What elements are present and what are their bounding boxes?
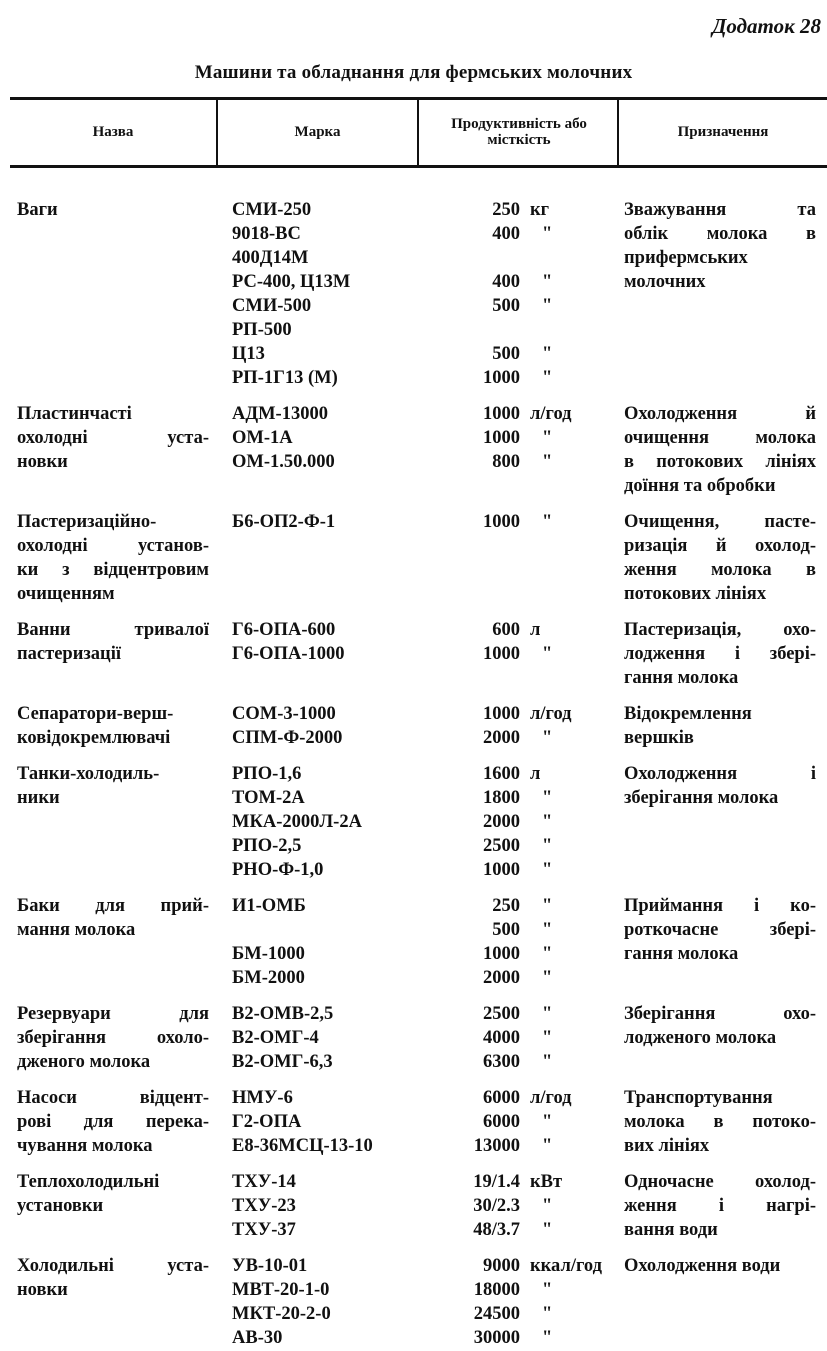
- model-list: [232, 1254, 432, 1350]
- capacity-cell: [442, 810, 622, 834]
- equipment-name: [17, 402, 209, 474]
- capacity-value: 24500: [473, 1304, 520, 1324]
- capacity-value: 6300: [483, 1052, 520, 1072]
- equipment-name-line: зберігання охоло-: [17, 1028, 209, 1048]
- purpose: [624, 702, 816, 750]
- equipment-name-line: Баки для прий-: [17, 896, 209, 916]
- capacity-unit: ": [542, 344, 553, 364]
- purpose-line: гання молока: [624, 668, 739, 688]
- purpose-line: доїння та обробки: [624, 476, 776, 496]
- table-title: Машини та обладнання для фермських молочних: [194, 62, 633, 83]
- purpose-line: лодженого молока: [624, 1028, 777, 1048]
- purpose-line: Транспортування: [624, 1088, 773, 1108]
- purpose-line: Охолодження і: [624, 764, 816, 784]
- capacity-list: [442, 510, 622, 534]
- purpose-line: вих лініях: [624, 1136, 710, 1156]
- capacity-cell: [442, 834, 622, 858]
- capacity-unit: ": [542, 1136, 553, 1156]
- capacity-unit: ": [542, 812, 553, 832]
- model-cell: НМУ-6: [232, 1088, 293, 1108]
- equipment-name-line: мання молока: [17, 920, 136, 940]
- equipment-name: [17, 1002, 209, 1074]
- equipment-name: [17, 198, 209, 222]
- capacity-cell: [442, 858, 622, 882]
- equipment-name-line: Холодильні уста-: [17, 1256, 209, 1276]
- capacity-cell: [442, 966, 622, 990]
- capacity-cell: [442, 510, 622, 534]
- model-cell: 9018-ВС: [232, 224, 301, 244]
- capacity-list: [442, 1002, 622, 1074]
- model-cell: МКА-2000Л-2А: [232, 812, 362, 832]
- purpose: [624, 1254, 816, 1278]
- capacity-value: 2000: [483, 968, 520, 988]
- purpose-line: Одночасне охолод-: [624, 1172, 816, 1192]
- model-cell: Ц13: [232, 344, 265, 364]
- capacity-cell: [442, 1170, 622, 1194]
- capacity-value: 2000: [483, 728, 520, 748]
- equipment-name-line: Резервуари для: [17, 1004, 209, 1024]
- capacity-unit: [520, 246, 530, 270]
- capacity-value: 9000: [483, 1256, 520, 1276]
- capacity-value: 19/1.4: [473, 1172, 520, 1192]
- capacity-value: 1000: [483, 368, 520, 388]
- purpose-line: молочних: [624, 272, 706, 292]
- capacity-unit: ": [542, 920, 553, 940]
- model-cell: В2-ОМГ-6,3: [232, 1052, 333, 1072]
- equipment-name-line: Пластинчасті: [17, 404, 132, 424]
- header-capacity: Продуктивність або місткість: [451, 116, 587, 148]
- capacity-value: 4000: [483, 1028, 520, 1048]
- capacity-unit: ": [542, 296, 553, 316]
- equipment-name-line: ковідокремлювачі: [17, 728, 171, 748]
- model-list: [232, 702, 432, 750]
- capacity-cell: [442, 270, 622, 294]
- model-list: [232, 762, 432, 882]
- capacity-cell: [442, 702, 622, 726]
- capacity-value: [442, 318, 520, 342]
- capacity-cell: [442, 1134, 622, 1158]
- equipment-name-line: дженого молока: [17, 1052, 151, 1072]
- capacity-unit: кВт: [530, 1172, 563, 1192]
- equipment-name: [17, 894, 209, 942]
- capacity-cell: [442, 246, 622, 270]
- capacity-cell: [442, 1026, 622, 1050]
- capacity-value: 6000: [483, 1088, 520, 1108]
- purpose-line: ження і нагрі-: [624, 1196, 816, 1216]
- capacity-cell: [442, 762, 622, 786]
- capacity-unit: ": [542, 1004, 553, 1024]
- model-list: [232, 1086, 432, 1158]
- capacity-cell: [442, 294, 622, 318]
- equipment-name-line: рові для перека-: [17, 1112, 209, 1132]
- model-cell: ТХУ-23: [232, 1196, 296, 1216]
- capacity-unit: л: [530, 620, 541, 640]
- capacity-unit: ": [542, 1304, 553, 1324]
- model-cell: [232, 918, 432, 942]
- capacity-cell: [442, 1194, 622, 1218]
- purpose-line: гання молока: [624, 944, 739, 964]
- purpose: [624, 198, 816, 294]
- capacity-list: [442, 894, 622, 990]
- model-cell: ОМ-1.50.000: [232, 452, 335, 472]
- capacity-value: 2500: [483, 1004, 520, 1024]
- capacity-list: [442, 702, 622, 750]
- purpose-line: прифермських: [624, 248, 748, 268]
- column-divider: [417, 99, 419, 166]
- capacity-unit: ": [542, 512, 553, 532]
- capacity-unit: ": [542, 1052, 553, 1072]
- capacity-value: 600: [492, 620, 520, 640]
- capacity-cell: [442, 894, 622, 918]
- equipment-name-line: чування молока: [17, 1136, 153, 1156]
- equipment-name-line: охолодні уста-: [17, 428, 209, 448]
- capacity-value: 500: [492, 920, 520, 940]
- model-cell: АДМ-13000: [232, 404, 328, 424]
- capacity-unit: ": [542, 368, 553, 388]
- capacity-cell: [442, 318, 622, 342]
- equipment-name-line: ки з відцентровим: [17, 560, 209, 580]
- capacity-list: [442, 1086, 622, 1158]
- capacity-unit: ": [542, 944, 553, 964]
- capacity-value: 400: [492, 224, 520, 244]
- capacity-unit: ": [542, 836, 553, 856]
- purpose-line: Зважування та: [624, 200, 816, 220]
- capacity-value: 1000: [483, 404, 520, 424]
- capacity-value: 1000: [483, 704, 520, 724]
- model-cell: Г2-ОПА: [232, 1112, 302, 1132]
- capacity-value: 2500: [483, 836, 520, 856]
- capacity-cell: [442, 198, 622, 222]
- capacity-unit: ": [542, 968, 553, 988]
- purpose-line: Охолодження й: [624, 404, 816, 424]
- capacity-cell: [442, 918, 622, 942]
- model-cell: ТОМ-2А: [232, 788, 305, 808]
- capacity-cell: [442, 1326, 622, 1350]
- purpose-line: Приймання і ко-: [624, 896, 816, 916]
- model-cell: СПМ-Ф-2000: [232, 728, 343, 748]
- model-cell: РП-1Г13 (М): [232, 368, 338, 388]
- capacity-value: 30000: [473, 1328, 520, 1348]
- model-cell: И1-ОМБ: [232, 896, 306, 916]
- capacity-unit: л/год: [530, 1088, 572, 1108]
- model-cell: СМИ-500: [232, 296, 312, 316]
- capacity-list: [442, 198, 622, 390]
- equipment-name-line: пастеризації: [17, 644, 121, 664]
- capacity-cell: [442, 1002, 622, 1026]
- model-cell: Г6-ОПА-1000: [232, 644, 345, 664]
- purpose-line: Пастеризація, охо-: [624, 620, 816, 640]
- equipment-name-line: Пастеризаційно-: [17, 512, 157, 532]
- purpose-line: вершків: [624, 728, 694, 748]
- capacity-cell: [442, 366, 622, 390]
- purpose: [624, 402, 816, 498]
- capacity-value: 1000: [483, 512, 520, 532]
- model-cell: ОМ-1А: [232, 428, 293, 448]
- model-list: [232, 1002, 432, 1074]
- capacity-value: 1000: [483, 944, 520, 964]
- capacity-value: 30/2.3: [473, 1196, 520, 1216]
- capacity-value: 1000: [483, 428, 520, 448]
- equipment-name-line: очищенням: [17, 584, 115, 604]
- capacity-unit: ": [542, 452, 553, 472]
- capacity-list: [442, 618, 622, 666]
- purpose-line: Очищення, пасте-: [624, 512, 816, 532]
- purpose-line: ризація й охолод-: [624, 536, 816, 556]
- capacity-unit: ": [542, 788, 553, 808]
- capacity-cell: [442, 1086, 622, 1110]
- capacity-cell: [442, 450, 622, 474]
- model-cell: РП-500: [232, 320, 292, 340]
- model-cell: АВ-30: [232, 1328, 283, 1348]
- model-cell: РС-400, Ц13М: [232, 272, 351, 292]
- capacity-value: 1000: [483, 644, 520, 664]
- purpose-line: очищення молока: [624, 428, 816, 448]
- capacity-unit: ": [542, 1196, 553, 1216]
- capacity-cell: [442, 1278, 622, 1302]
- capacity-cell: [442, 342, 622, 366]
- model-cell: РПО-1,6: [232, 764, 302, 784]
- model-cell: ТХУ-37: [232, 1220, 296, 1240]
- equipment-name-line: охолодні установ-: [17, 536, 209, 556]
- capacity-unit: л/год: [530, 404, 572, 424]
- purpose: [624, 762, 816, 810]
- purpose-line: в потокових лініях: [624, 452, 816, 472]
- purpose-line: лодження і збері-: [624, 644, 816, 664]
- purpose: [624, 1002, 816, 1050]
- equipment-name: [17, 762, 209, 810]
- purpose-line: роткочасне збері-: [624, 920, 816, 940]
- purpose-line: ження молока в: [624, 560, 816, 580]
- capacity-value: 500: [492, 344, 520, 364]
- model-cell: УВ-10-01: [232, 1256, 308, 1276]
- capacity-unit: ": [542, 428, 553, 448]
- capacity-unit: ": [542, 728, 553, 748]
- equipment-name-line: установки: [17, 1196, 104, 1216]
- capacity-cell: [442, 426, 622, 450]
- equipment-name-line: новки: [17, 1280, 68, 1300]
- capacity-list: [442, 1254, 622, 1350]
- model-cell: ТХУ-14: [232, 1172, 296, 1192]
- purpose: [624, 894, 816, 966]
- header-purpose: Призначення: [677, 124, 769, 140]
- equipment-name-line: ники: [17, 788, 60, 808]
- capacity-unit: л: [530, 764, 541, 784]
- capacity-unit: ккал/год: [530, 1256, 602, 1276]
- capacity-value: 250: [492, 200, 520, 220]
- capacity-unit: [520, 318, 530, 342]
- header-model: Марка: [294, 124, 341, 140]
- equipment-name-line: Сепаратори-верш-: [17, 704, 174, 724]
- capacity-unit: ": [542, 1220, 553, 1240]
- model-list: [232, 618, 432, 666]
- capacity-value: 13000: [473, 1136, 520, 1156]
- purpose-line: потокових лініях: [624, 584, 767, 604]
- capacity-unit: ": [542, 896, 553, 916]
- equipment-name: [17, 1170, 209, 1218]
- purpose: [624, 510, 816, 606]
- model-list: [232, 402, 432, 474]
- equipment-name-line: новки: [17, 452, 68, 472]
- purpose-line: Охолодження води: [624, 1256, 781, 1276]
- model-cell: В2-ОМГ-4: [232, 1028, 319, 1048]
- capacity-list: [442, 762, 622, 882]
- header-bottom-rule: [10, 165, 827, 168]
- model-list: [232, 894, 432, 990]
- header-name: Назва: [92, 124, 134, 140]
- capacity-unit: кг: [530, 200, 550, 220]
- capacity-value: 2000: [483, 812, 520, 832]
- appendix-label: Додаток 28: [712, 14, 821, 38]
- capacity-cell: [442, 1218, 622, 1242]
- capacity-cell: [442, 402, 622, 426]
- capacity-value: 48/3.7: [473, 1220, 520, 1240]
- model-list: [232, 1170, 432, 1242]
- purpose-line: вання води: [624, 1220, 718, 1240]
- equipment-name-line: Насоси відцент-: [17, 1088, 209, 1108]
- capacity-cell: [442, 786, 622, 810]
- model-list: [232, 198, 432, 390]
- capacity-unit: ": [542, 1112, 553, 1132]
- capacity-value: 250: [492, 896, 520, 916]
- capacity-value: 500: [492, 296, 520, 316]
- model-cell: МКТ-20-2-0: [232, 1304, 331, 1324]
- capacity-value: 800: [492, 452, 520, 472]
- model-cell: Е8-36МСЦ-13-10: [232, 1136, 373, 1156]
- capacity-list: [442, 402, 622, 474]
- capacity-value: 18000: [473, 1280, 520, 1300]
- capacity-cell: [442, 618, 622, 642]
- capacity-value: 400: [492, 272, 520, 292]
- model-cell: СМИ-250: [232, 200, 312, 220]
- capacity-value: 6000: [483, 1112, 520, 1132]
- purpose-line: Зберігання охо-: [624, 1004, 816, 1024]
- purpose: [624, 618, 816, 690]
- capacity-cell: [442, 1254, 622, 1278]
- purpose-line: молока в потоко-: [624, 1112, 816, 1132]
- model-cell: Г6-ОПА-600: [232, 620, 336, 640]
- purpose-line: Відокремлення: [624, 704, 752, 724]
- capacity-unit: ": [542, 860, 553, 880]
- purpose-line: зберігання молока: [624, 788, 779, 808]
- model-cell: БМ-2000: [232, 968, 305, 988]
- capacity-cell: [442, 1302, 622, 1326]
- capacity-value: 1800: [483, 788, 520, 808]
- equipment-name-line: Теплохолодильні: [17, 1172, 160, 1192]
- capacity-value: 1600: [483, 764, 520, 784]
- purpose: [624, 1170, 816, 1242]
- capacity-cell: [442, 1050, 622, 1074]
- capacity-unit: ": [542, 1028, 553, 1048]
- model-cell: МВТ-20-1-0: [232, 1280, 330, 1300]
- equipment-name: [17, 1254, 209, 1302]
- capacity-cell: [442, 642, 622, 666]
- purpose-line: облік молока в: [624, 224, 816, 244]
- capacity-unit: ": [542, 1280, 553, 1300]
- model-list: [232, 510, 432, 534]
- equipment-name: [17, 702, 209, 750]
- capacity-unit: ": [542, 272, 553, 292]
- capacity-cell: [442, 726, 622, 750]
- equipment-name: [17, 510, 209, 606]
- capacity-cell: [442, 1110, 622, 1134]
- capacity-cell: [442, 222, 622, 246]
- purpose: [624, 1086, 816, 1158]
- capacity-value: [442, 246, 520, 270]
- capacity-unit: ": [542, 1328, 553, 1348]
- model-cell: РПО-2,5: [232, 836, 302, 856]
- model-cell: РНО-Ф-1,0: [232, 860, 324, 880]
- model-cell: СОМ-3-1000: [232, 704, 336, 724]
- model-cell: БМ-1000: [232, 944, 305, 964]
- capacity-value: 1000: [483, 860, 520, 880]
- equipment-name: [17, 618, 209, 666]
- capacity-list: [442, 1170, 622, 1242]
- equipment-name-line: Ванни тривалої: [17, 620, 209, 640]
- model-cell: 400Д14М: [232, 248, 309, 268]
- capacity-cell: [442, 942, 622, 966]
- capacity-unit: ": [542, 644, 553, 664]
- model-cell: Б6-ОП2-Ф-1: [232, 512, 336, 532]
- equipment-name-line: Танки-холодиль-: [17, 764, 160, 784]
- capacity-unit: л/год: [530, 704, 572, 724]
- model-cell: В2-ОМВ-2,5: [232, 1004, 334, 1024]
- equipment-name-line: Ваги: [17, 200, 58, 220]
- capacity-unit: ": [542, 224, 553, 244]
- equipment-name: [17, 1086, 209, 1158]
